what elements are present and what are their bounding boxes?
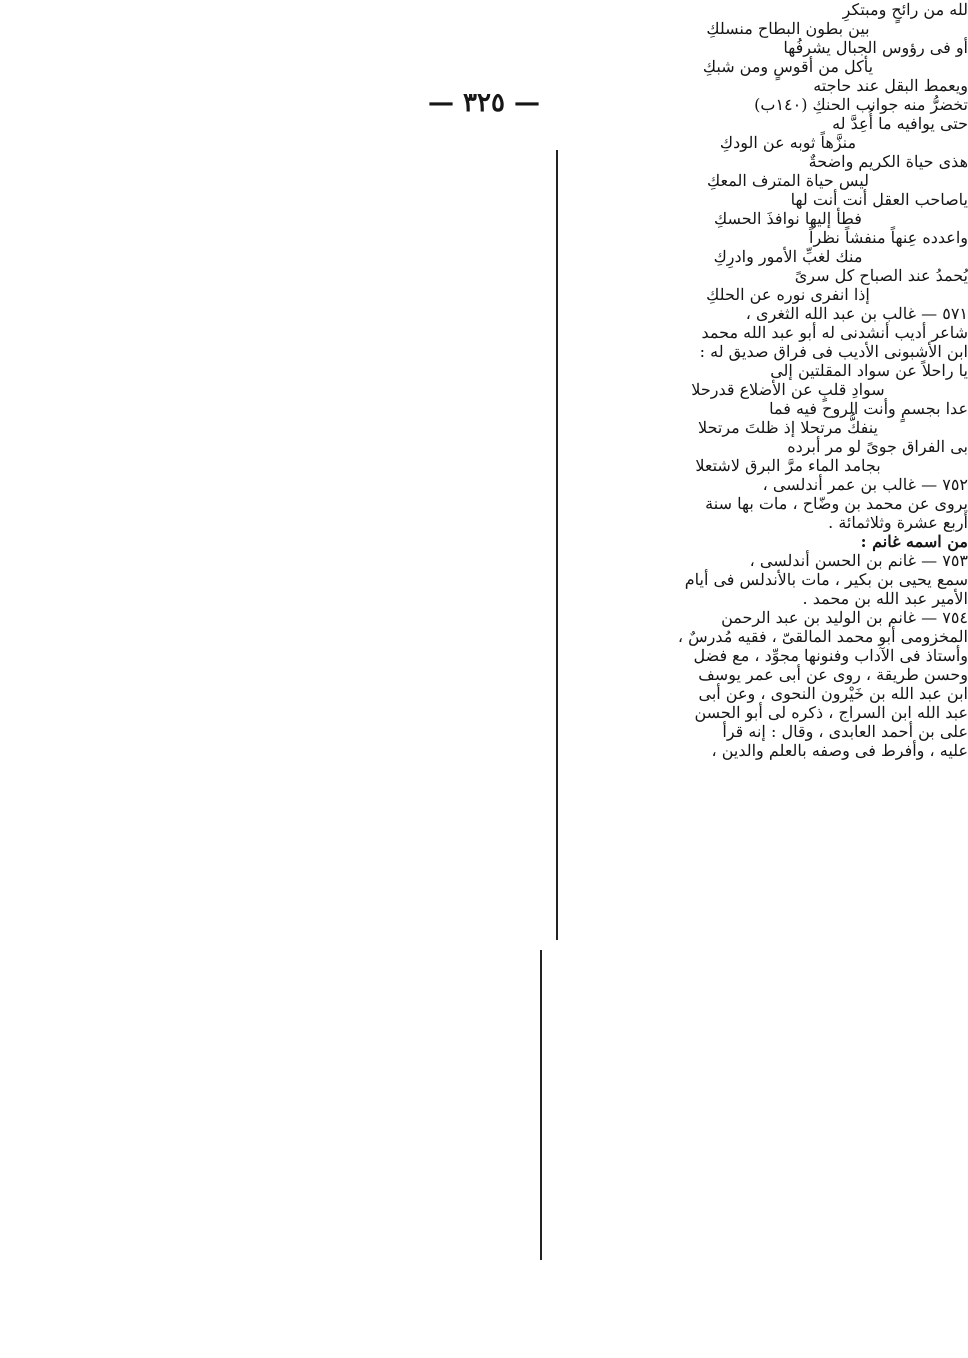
right-column-line: ابن الأشبونى الأديب فى فراق صديق له : [699,342,968,361]
left-column-line: وحسن طريقة ، روى عن أبى عمر يوسف [698,665,968,684]
right-column-line: أو فى رؤوس الجبال يشرفُها [783,38,968,57]
left-column-line: أربع عشرة وثلاثمائة . [828,513,968,532]
right-column-line: منزَّهاً ثوبه عن الودكِ [719,133,857,152]
right-column-line: يأكل من أقوسٍ ومن شبكِ [702,57,874,76]
right-column-line: هذى حياة الكريم واضحةٌ [808,152,968,171]
column-divider-bottom [540,950,542,1260]
page-number: — ٣٢٥ — [427,88,541,118]
left-column-line: على بن أحمد العابدى ، وقال : إنه قرأ [722,722,968,741]
right-column-line: فطأ إليها نوافذَ الحسكِ [714,209,862,228]
left-column-line: من اسمه غانم : [860,532,968,551]
right-column-line: سوادِ قلبٍ عن الأضلاع قدرحلا [691,380,885,399]
right-column-line: شاعر أديب أنشدنى له أبو عبد الله محمد [701,323,968,342]
left-column-line: ينفكُّ مرتحلا إذ ظلتَ مرتحلا [698,418,878,437]
left-column-line: ٧٥٣ — غانم بن الحسن أندلسى ، [749,551,968,570]
left-column-line: بى الفراق جوىً لو مر أبرده [787,437,968,456]
right-column-line: ويعمط البقل عند حاجته [813,76,968,95]
left-column-line: عدا بجسمٍ وأنت الروح فيه فما [769,399,968,418]
left-column-line: الأمير عبد الله بن محمد . [802,589,968,608]
left-column-line: يروى عن محمد بن وضّاح ، مات بها سنة [705,494,968,513]
left-column-line: عليه ، وأفرط فى وصفه بالعلم والدين ، [711,741,968,760]
left-column-line: بجامد الماء مرَّ البرق لاشتعلا [695,456,881,475]
right-column-line: ٥٧١ — غالب بن عبد الله الثغرى ، [745,304,968,323]
left-column-line: عبد الله ابن السراج ، ذكره لى أبو الحسن [694,703,968,722]
left-column-line: سمع يحيى بن بكير ، مات بالأندلس فى أيام [684,570,968,589]
right-column-line: إذا انفرى نوره عن الحلكِ [706,285,870,304]
right-column-line: يُحمدُ عند الصباح كل سرىً [794,266,968,285]
right-column [0,0,968,399]
right-column-line: ليس حياة المترف المعكِ [707,171,869,190]
left-column-line: وأستاذ فى الآداب وفنونها مجوِّد ، مع فضل [693,646,968,665]
column-divider-top [556,150,558,940]
right-column-line: تخضرُّ منه جوانب الحنكِ (١٤٠ب) [754,95,968,114]
left-column-line: ٧٥٤ — غانم بن الوليد بن عبد الرحمن [721,608,968,627]
right-column-line: بين بطون البطاح منسلكِ [706,19,870,38]
right-column-line: واعدده عِنهاً منفشاً نظراً [809,228,968,247]
left-column [0,399,968,760]
right-column-line: منك لغبِّ الأمور وادرِكِ [713,247,863,266]
left-column-line: المخزومى أبو محمد المالقىّ ، فقيه مُدرسٌ ، [677,627,968,646]
right-column-line: يا راحلاً عن سواد المقلتين إلى [770,361,968,380]
right-column-line: لله من رائحٍ ومبتكرِ [842,0,968,19]
right-column-line: ياصاحب العقل أنت أنت لها [790,190,968,209]
left-column-line: ابن عبد الله بن خَيْرون النحوى ، وعن أبى [698,684,968,703]
left-column-line: ٧٥٢ — غالب بن عمر أندلسى ، [762,475,968,494]
right-column-line: حتى يوافيه ما أُعِدَّ له [832,114,968,133]
